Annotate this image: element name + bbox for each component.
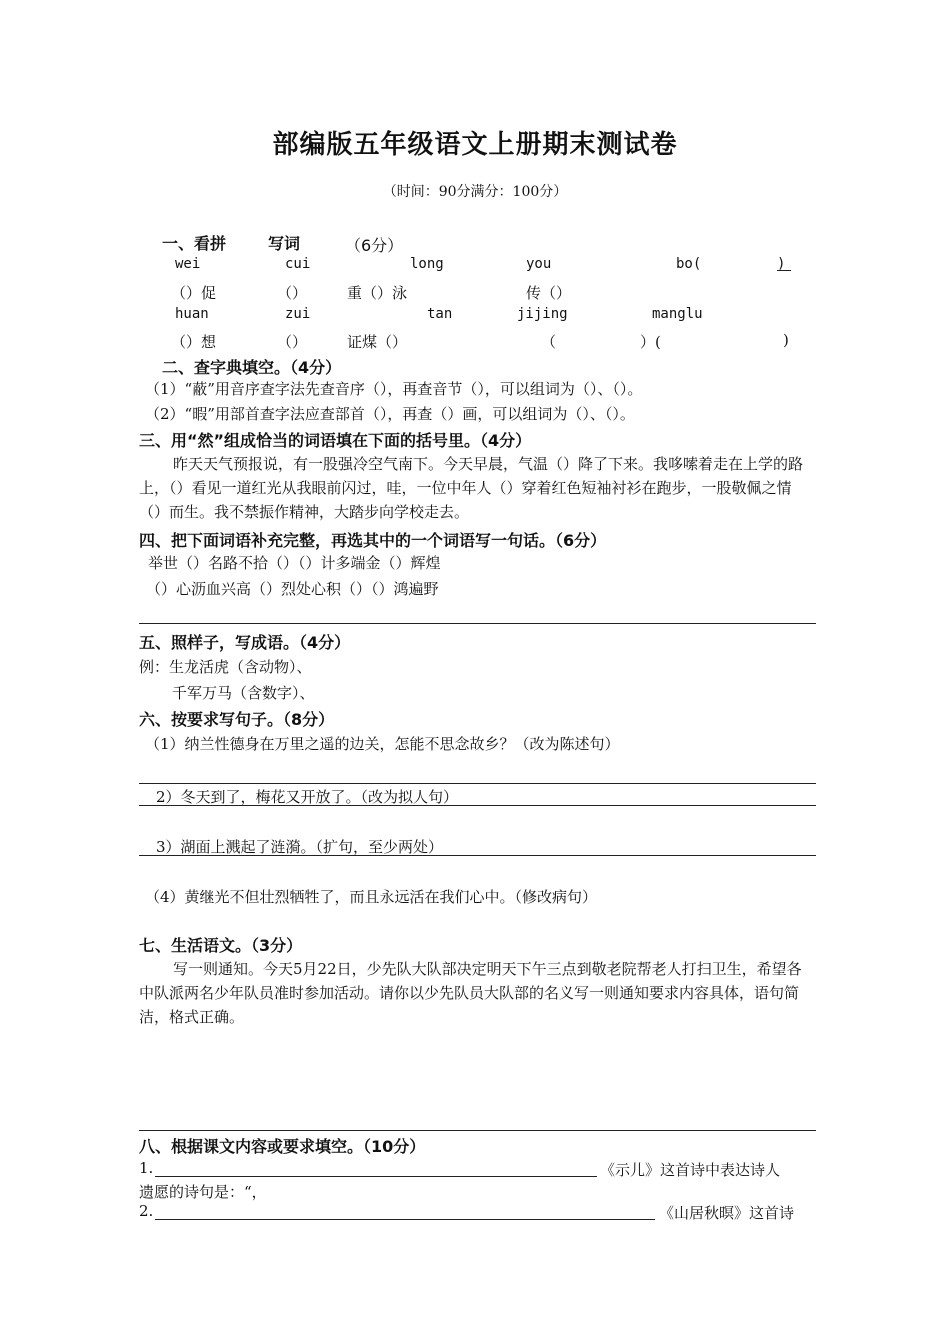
answer-line [139,623,816,624]
fill-blank-word: 重（）泳 [347,284,408,302]
section-3-paragraph: 昨天天气预报说，有一股强冷空气南下。今天早晨，气温（）降了下来。我哆嗦着走在上学的路上，（）看见一道红光从我眼前闪过，哇，一位中年人（）穿着红色短袖衬衫在跑步，一股敬佩之情（）而生。我不禁振作精神，大踏步向学校走去。 [139,455,804,521]
pinyin: zui [285,306,311,322]
question-text: （1）纳兰性德身在万里之遥的边关，怎能不思念故乡？（改为陈述句） [145,735,620,753]
question-text: 3）湖面上溅起了涟漪。（扩句，至少两处） [156,838,444,856]
fill-blank-word: 传（） [526,284,572,302]
section-8-heading: 八、根据课文内容或要求填空。（10分） [139,1137,426,1156]
section-3-heading: 三、用“然”组成恰当的词语填在下面的括号里。（4分） [139,431,532,450]
question-number: 1. [139,1159,154,1177]
fill-blank-word: （） [277,333,308,351]
example-text: 例：生龙活虎（含动物）、 [139,658,312,676]
fill-blank-word: （）促 [171,284,217,302]
section-4-heading: 四、把下面词语补充完整，再选其中的一个词语写一句话。（6分） [139,531,607,550]
pinyin: long [410,256,444,272]
question-number: 2. [139,1202,154,1220]
question-text: （1）“蔽”用音序查字法先查音序（），再查音节（），可以组词为（）、（）。 [145,380,643,398]
section-1-heading-a: 一、看拼 [162,234,227,253]
answer-line [139,1130,816,1131]
answer-line [139,855,816,856]
section-6-heading: 六、按要求写句子。（8分） [139,710,335,729]
fill-in-blank-line [155,1176,597,1177]
section-2-heading: 二、查字典填空。（4分） [162,358,342,377]
exam-time-info: （时间：90分满分：100分） [382,184,568,200]
fill-blank-word: （） [277,284,308,302]
answer-line [139,805,816,806]
blank-underline [777,270,791,271]
section-7-paragraph: 写一则通知。今天5月22日，少先队大队部决定明天下午三点到敬老院帮老人打扫卫生，希望各中队派两名少年队员准时参加活动。请你以少先队员大队部的名义写一则通知要求内容具体，语句简洁，格式正确。 [139,960,802,1026]
page-title: 部编版五年级语文上册期末测试卷 [272,130,678,160]
section-7-heading: 七、生活语文。（3分） [139,936,303,955]
fill-blank-word: （）想 [171,333,217,351]
pinyin: tan [427,306,453,322]
pinyin: you [526,256,552,272]
pinyin: manglu [652,306,703,322]
section-1-heading-score: （6分） [345,236,404,255]
question-text: 遗愿的诗句是：“， [139,1183,267,1201]
fill-blank-word: 证煤（） [347,333,408,351]
question-text: （）心沥血兴高（）烈处心积（）（）鸿遍野 [146,580,439,598]
question-text: （2）“暇”用部首查字法应查部首（），再查（）画，可以组词为（）、（）。 [145,405,635,423]
pinyin: bo( [676,256,702,272]
pinyin: huan [175,306,209,322]
pinyin: cui [285,256,311,272]
question-text: 举世（）名路不拾（）（）计多端金（）辉煌 [148,554,441,572]
section-5-heading: 五、照样子，写成语。（4分） [139,633,351,652]
question-text: 《山居秋暝》这首诗 [659,1204,795,1222]
pinyin: wei [175,256,201,272]
fill-blank-word: （ [541,333,557,351]
section-1-heading-b: 写词 [268,234,301,253]
pinyin: jijing [517,306,568,322]
question-text: （4）黄继光不但壮烈牺牲了，而且永远活在我们心中。（修改病句） [145,888,598,906]
question-text: 2）冬天到了，梅花又开放了。（改为拟人句） [156,788,459,806]
fill-blank-word: ) [783,331,789,349]
fill-in-blank-line [155,1219,655,1220]
example-text: 千军万马（含数字）、 [172,684,315,702]
answer-line [139,783,816,784]
question-text: 《示儿》这首诗中表达诗人 [600,1161,781,1179]
fill-blank-word: ）( [640,333,661,351]
pinyin: ) [777,256,786,272]
